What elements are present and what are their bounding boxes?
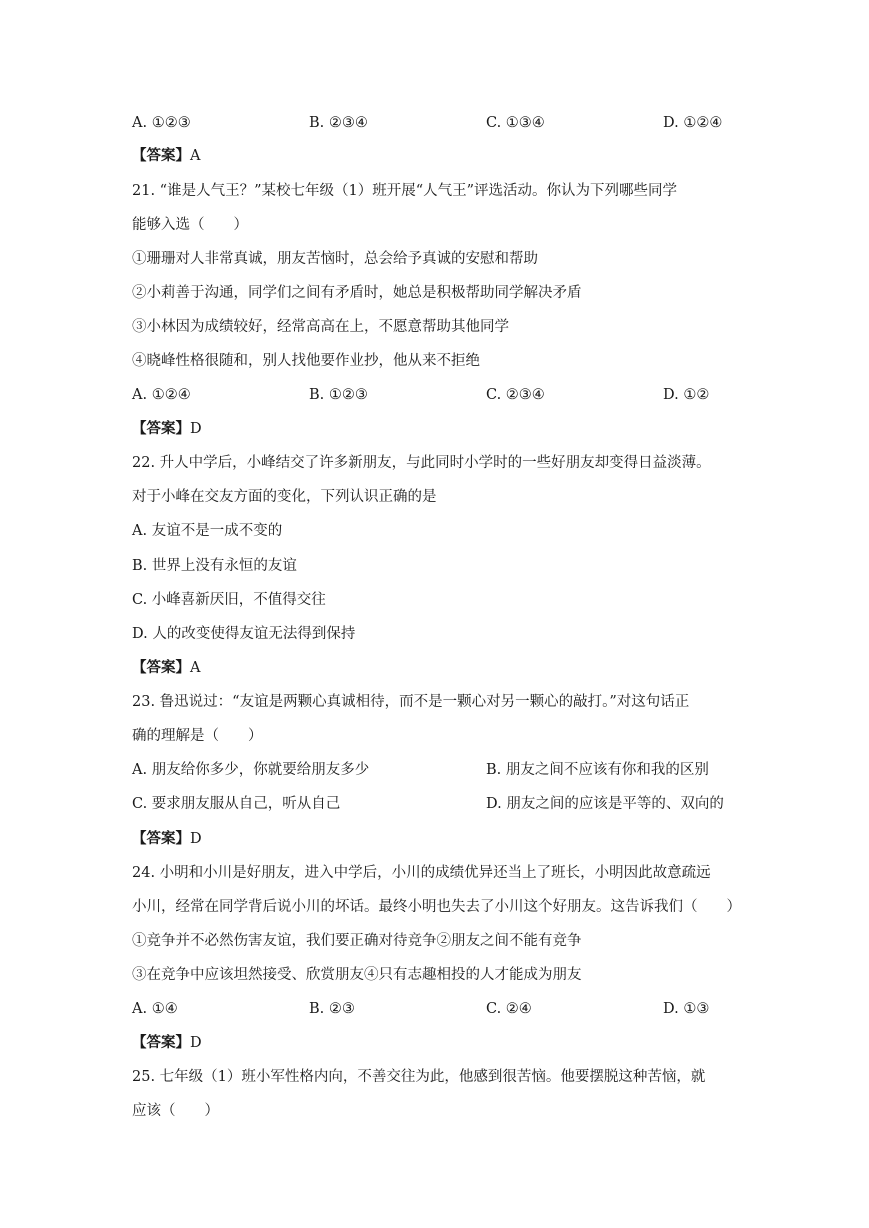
answer-value: D [190, 1035, 202, 1051]
q21-item-3: ③小林因为成绩较好，经常高高在上，不愿意帮助其他同学 [132, 319, 509, 335]
q20-answer [132, 146, 200, 166]
answer-value: D [190, 421, 202, 437]
answer-value: A [190, 660, 201, 676]
q23-stem-line-1: 23. 鲁迅说过：“友谊是两颗心真诚相待，而不是一颗心对另一颗心的敲打。”对这句话正 [132, 694, 690, 710]
q21-item-1: ①珊珊对人非常真诚，朋友苦恼时，总会给予真诚的安慰和帮助 [132, 251, 538, 267]
q23-option-a: A. 朋友给你多少，你就要给朋友多少 [132, 762, 370, 778]
q21-stem-line-2: 能够入选（ ） [132, 217, 248, 233]
answer-label: 【答案】 [132, 659, 190, 676]
q21-option-b: B. ①②③ [309, 387, 368, 403]
answer-value: A [190, 148, 201, 164]
q24-option-d: D. ①③ [663, 1001, 710, 1017]
q24-option-b: B. ②③ [309, 1001, 355, 1017]
q23-option-c: C. 要求朋友服从自己，听从自己 [132, 796, 341, 812]
q21-option-a: A. ①②④ [132, 387, 191, 403]
q21-stem-line-1: 21. “谁是人气王？”某校七年级（1）班开展“人气王”评选活动。你认为下列哪些同学 [132, 183, 678, 199]
q23-option-b: B. 朋友之间不应该有你和我的区别 [486, 762, 709, 778]
answer-label: 【答案】 [132, 830, 190, 847]
q22-stem-line-1: 22. 升人中学后，小峰结交了许多新朋友，与此同时小学时的一些好朋友却变得日益淡薄。 [132, 455, 711, 471]
q22-option-c: C. 小峰喜新厌旧，不值得交往 [132, 592, 326, 608]
q24-stem-line-1: 24. 小明和小川是好朋友，进入中学后，小川的成绩优异还当上了班长，小明因此故意疏远 [132, 865, 711, 881]
q23-answer [132, 829, 202, 849]
q24-option-c: C. ②④ [486, 1001, 532, 1017]
q24-option-a: A. ①④ [132, 1001, 178, 1017]
q22-stem-line-2: 对于小峰在交友方面的变化，下列认识正确的是 [132, 489, 437, 505]
q20-option-d: D. ①②④ [663, 115, 723, 131]
q24-stem-line-2: 小川，经常在同学背后说小川的坏话。最终小明也失去了小川这个好朋友。这告诉我们（ ） [132, 899, 741, 915]
q23-stem-line-2: 确的理解是（ ） [132, 728, 263, 744]
q20-option-b: B. ②③④ [309, 115, 368, 131]
q24-item-2: ③在竞争中应该坦然接受、欣赏朋友④只有志趣相投的人才能成为朋友 [132, 967, 582, 983]
q25-stem-line-2: 应该（ ） [132, 1103, 219, 1119]
q21-item-2: ②小莉善于沟通，同学们之间有矛盾时，她总是积极帮助同学解决矛盾 [132, 285, 582, 301]
answer-value: D [190, 831, 202, 847]
q25-stem-line-1: 25. 七年级（1）班小军性格内向，不善交往为此，他感到很苦恼。他要摆脱这种苦恼，就 [132, 1069, 706, 1085]
q22-option-a: A. 友谊不是一成不变的 [132, 523, 283, 539]
q21-option-d: D. ①② [663, 387, 710, 403]
q21-answer [132, 419, 202, 439]
q20-option-a: A. ①②③ [132, 115, 191, 131]
q21-item-4: ④晓峰性格很随和，别人找他要作业抄，他从来不拒绝 [132, 353, 480, 369]
q24-item-1: ①竞争并不必然伤害友谊，我们要正确对待竞争②朋友之间不能有竞争 [132, 933, 582, 949]
q21-option-c: C. ②③④ [486, 387, 545, 403]
q22-option-b: B. 世界上没有永恒的友谊 [132, 558, 297, 574]
q23-option-d: D. 朋友之间的应该是平等的、双向的 [486, 796, 724, 812]
answer-label: 【答案】 [132, 1034, 190, 1051]
q24-answer [132, 1033, 202, 1053]
answer-label: 【答案】 [132, 147, 190, 164]
q22-answer [132, 658, 200, 678]
answer-label: 【答案】 [132, 420, 190, 437]
q22-option-d: D. 人的改变使得友谊无法得到保持 [132, 626, 356, 642]
q20-option-c: C. ①③④ [486, 115, 545, 131]
